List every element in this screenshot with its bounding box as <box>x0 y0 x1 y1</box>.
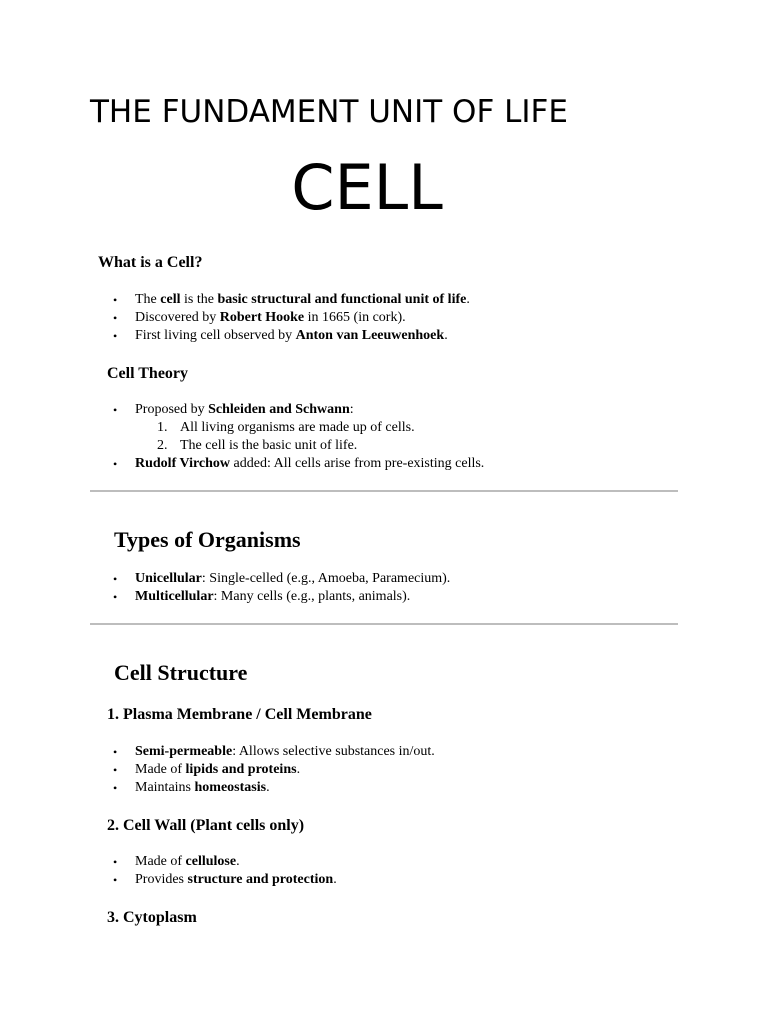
list-item: • Provides structure and protection. <box>90 871 337 889</box>
list-item: • Unicellular: Single-celled (e.g., Amoeba, Paramecium). <box>90 570 450 588</box>
list-item: • Rudolf Virchow added: All cells arise from pre-existing cells. <box>90 455 484 473</box>
list-item: • The cell is the basic structural and functional unit of life. <box>90 291 470 309</box>
document-title: THE FUNDAMENT UNIT OF LIFE <box>90 94 568 130</box>
list-item: • Proposed by Schleiden and Schwann: 1. All living organisms are made up of cells. 2. The cell is the basic unit of life. <box>90 401 484 455</box>
list-item: 1. All living organisms are made up of cells. <box>157 420 415 435</box>
cell-wall-list <box>90 853 337 889</box>
what-is-cell-heading: What is a Cell? <box>98 254 203 271</box>
list-item: • Discovered by Robert Hooke in 1665 (in cork). <box>90 309 470 327</box>
what-is-cell-list <box>90 291 470 345</box>
cell-wall-heading: 2. Cell Wall (Plant cells only) <box>107 817 305 834</box>
list-item: • Maintains homeostasis. <box>90 779 435 797</box>
list-item: • Multicellular: Many cells (e.g., plants, animals). <box>90 588 450 606</box>
types-heading: Types of Organisms <box>114 527 301 552</box>
list-item: • Semi-permeable: Allows selective substances in/out. <box>90 743 435 761</box>
plasma-membrane-list <box>90 743 435 797</box>
list-item: 2. The cell is the basic unit of life. <box>157 438 358 453</box>
types-list <box>90 570 450 606</box>
cell-theory-list <box>90 401 484 473</box>
cytoplasm-heading: 3. Cytoplasm <box>107 909 197 926</box>
section-divider <box>90 490 678 492</box>
plasma-membrane-heading: 1. Plasma Membrane / Cell Membrane <box>107 706 372 723</box>
list-item: • Made of cellulose. <box>90 853 337 871</box>
list-item: • Made of lipids and proteins. <box>90 761 435 779</box>
cell-structure-heading: Cell Structure <box>114 660 248 685</box>
section-divider <box>90 623 678 625</box>
cell-theory-heading: Cell Theory <box>107 365 189 382</box>
document-subtitle: CELL <box>291 151 443 224</box>
cell-theory-sublist <box>135 419 484 455</box>
list-item: • First living cell observed by Anton van Leeuwenhoek. <box>90 327 470 345</box>
